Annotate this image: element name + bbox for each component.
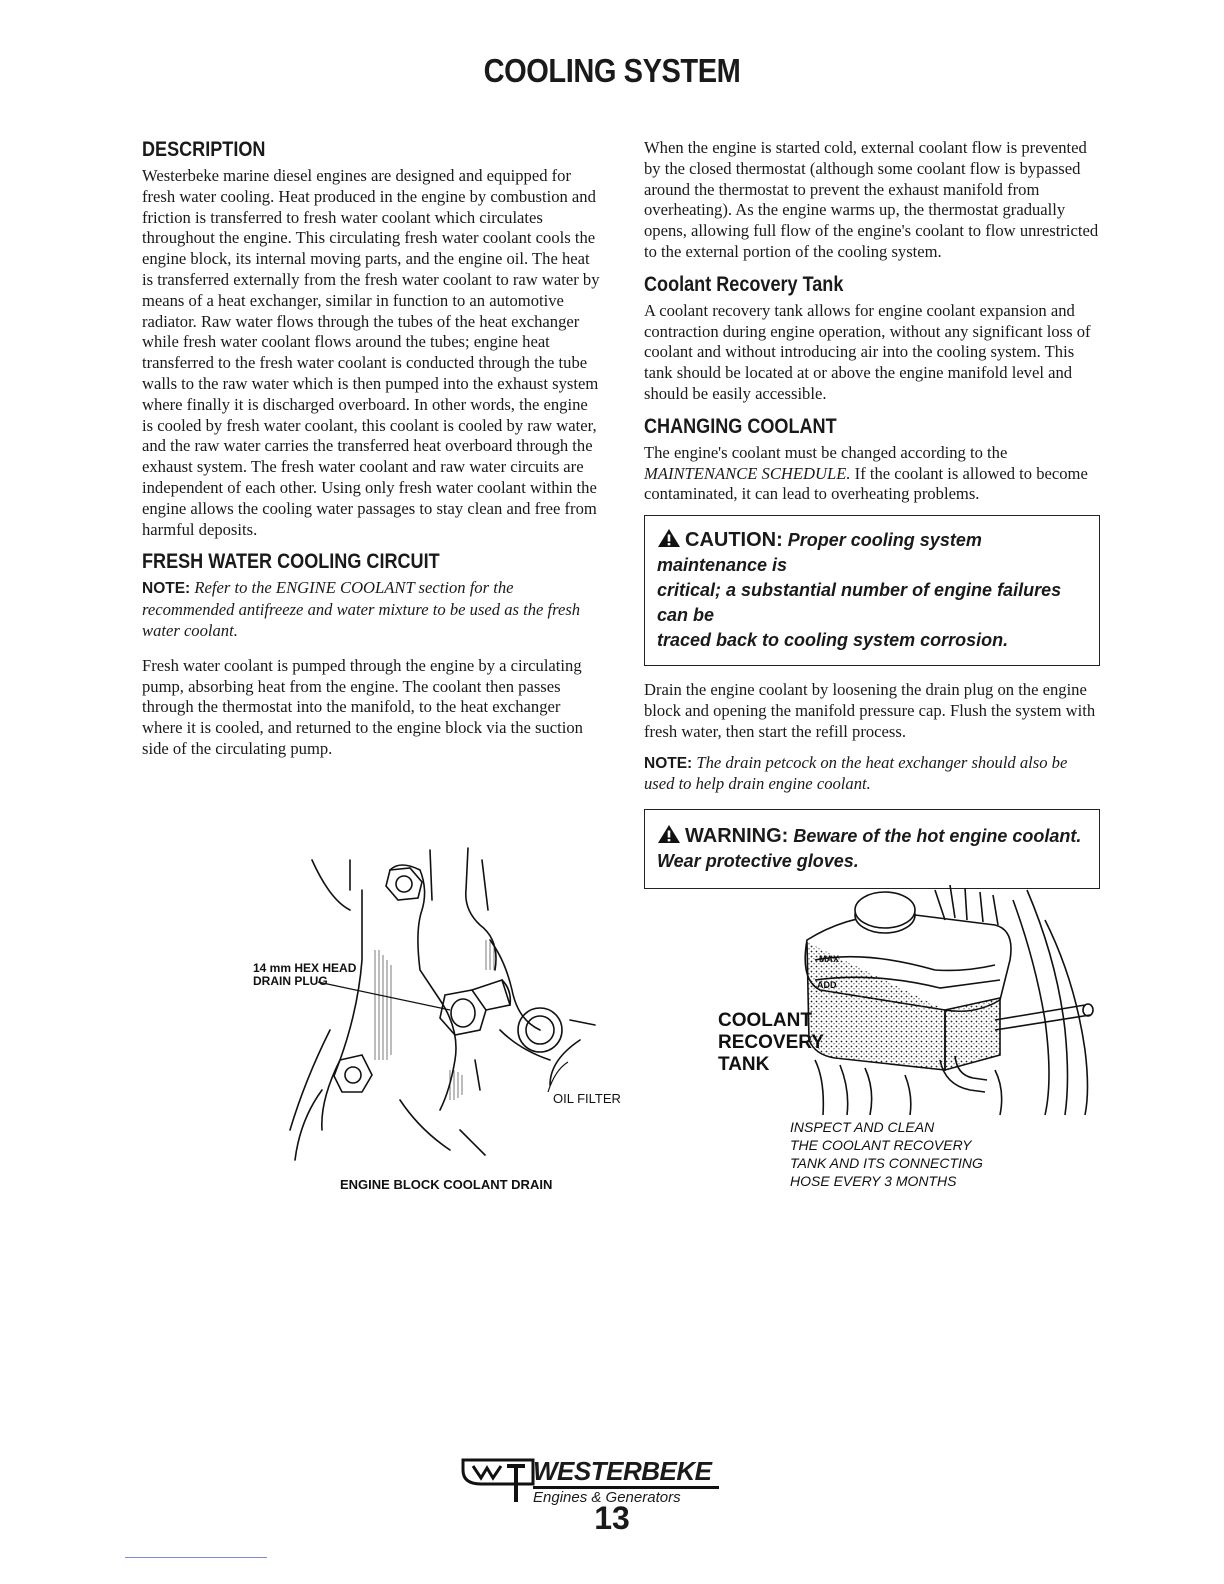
caution-line-2: critical; a substantial number of engine failures can be: [657, 580, 1062, 626]
hex-label-line-1: 14 mm HEX HEAD: [253, 961, 357, 975]
inspect-line-1: INSPECT AND CLEAN: [790, 1119, 935, 1135]
caution-label: CAUTION:: [685, 529, 783, 552]
hex-head-drain-plug-label: [253, 962, 356, 988]
warning-box: [644, 809, 1100, 889]
engine-block-drain-caption: ENGINE BLOCK COOLANT DRAIN: [340, 1177, 553, 1192]
recovery-tank-body: A coolant recovery tank allows for engine coolant expansion and contraction during engine operation, without any significant loss of coolant and without introducing air into the cooling system. This tank should be located at or above the engine manifold level and should be easily accessible.: [644, 300, 1091, 403]
brand-name: WESTERBEKE: [533, 1456, 719, 1489]
warning-text-1: Beware of the hot engine coolant.: [793, 826, 1082, 847]
description-body: Westerbeke marine diesel engines are designed and equipped for fresh water cooling. Heat produced in the engine by combustion and friction is transferred to fresh water coolant which circulates throughout the engine. This circulating fresh water coolant cools the engine block, its internal moving parts, and the engine oil. The heat is transferred externally from the fresh water coolant to raw water by means of a heat exchanger, similar in function to an automotive radiator. Raw water flows through the tubes of the heat exchanger while fresh water coolant flows around the tubes; engine heat transferred to the fresh water coolant is conducted through the tube walls to the raw water which is then pumped into the exhaust system where finally it is discharged overboard. In other words, the engine is cooled by fresh water coolant, this coolant is cooled by raw water, and the raw water carries the transferred heat overboard through the exhaust system. The fresh water coolant and raw water circuits are independent of each other. Using only fresh water coolant within the engine allows the cooling water passages to stay clean and free from harmful deposits.: [142, 166, 600, 539]
description-heading: DESCRIPTION: [142, 138, 266, 161]
changing-coolant-prefix: The engine's coolant must be changed according to the: [644, 442, 1008, 462]
changing-coolant-suffix: If the coolant is allowed to become contaminated, it can lead to overheating problems.: [644, 463, 1088, 504]
engine-block-drain-illustration: [250, 830, 640, 1170]
right-intro-body: When the engine is started cold, external coolant flow is prevented by the closed thermostat (although some coolant flow is bypassed around the thermostat to prevent the exhaust manifold from overheating). As the engine warms up, the thermostat gradually opens, allowing full flow of the engine's coolant to flow unrestricted to the external portion of the cooling system.: [644, 138, 1099, 261]
drain-note-text: The drain petcock on the heat exchanger should also be used to help drain engine coolant.: [644, 752, 1068, 794]
coolant-recovery-tank-illustration: [795, 880, 1105, 1120]
inspect-line-2: THE COOLANT RECOVERY: [790, 1137, 972, 1153]
brand-tagline: Engines & Generators: [533, 1489, 681, 1506]
inspect-caption: [790, 1118, 983, 1190]
left-column: [142, 138, 602, 770]
tank-add-text: ADD: [817, 980, 837, 990]
tank-label-line-3: TANK: [718, 1054, 770, 1075]
tank-label-line-1: COOLANT: [718, 1010, 812, 1031]
tank-max-text: MAX: [819, 954, 839, 964]
maintenance-schedule-ref: MAINTENANCE SCHEDULE.: [644, 463, 851, 483]
fresh-water-note: [142, 578, 602, 641]
caution-text-1: Proper cooling system maintenance is: [657, 530, 982, 576]
warning-label: WARNING:: [685, 825, 789, 848]
inspect-line-4: HOSE EVERY 3 MONTHS: [790, 1173, 957, 1189]
coolant-recovery-tank-label: [718, 1010, 824, 1076]
drain-body: Drain the engine coolant by loosening the drain plug on the engine block and opening the manifold pressure cap. Flush the system with fresh water, then start the refill process.: [644, 680, 1096, 741]
caution-line-3: traced back to cooling system corrosion.: [657, 630, 1009, 651]
note-text: Refer to the ENGINE COOLANT section for the recommended antifreeze and water mixture to be used as the fresh water coolant.: [142, 578, 581, 640]
westerbeke-logo: [455, 1456, 755, 1506]
caution-box: [644, 515, 1100, 666]
oil-filter-label: OIL FILTER: [553, 1091, 621, 1106]
warning-triangle-icon: [657, 824, 681, 844]
warning-line-1: [657, 824, 1087, 849]
footer-rule: [125, 1557, 267, 1558]
page-number: 13: [594, 1500, 630, 1536]
hex-label-line-2: DRAIN PLUG: [253, 974, 328, 988]
page-title: COOLING SYSTEM: [483, 52, 741, 89]
drain-note-label: NOTE:: [644, 754, 693, 772]
warning-line-2: Wear protective gloves.: [657, 851, 859, 872]
changing-coolant-heading: CHANGING COOLANT: [644, 414, 837, 438]
recovery-tank-heading: Coolant Recovery Tank: [644, 272, 844, 296]
tank-label-line-2: RECOVERY: [718, 1032, 824, 1053]
warning-triangle-icon: [657, 528, 681, 548]
westerbeke-emblem-icon: [455, 1456, 535, 1506]
changing-coolant-body: [644, 443, 1100, 505]
inspect-line-3: TANK AND ITS CONNECTING: [790, 1155, 983, 1171]
note-label: NOTE:: [142, 580, 191, 598]
right-column: [644, 138, 1100, 903]
fresh-water-body: Fresh water coolant is pumped through the engine by a circulating pump, absorbing heat from the engine. The coolant then passes through the thermostat into the manifold, to the heat exchanger where it is cooled, and returned to the engine block via the suction side of the circulating pump.: [142, 655, 583, 758]
caution-line-1: [657, 528, 1087, 578]
drain-note: [644, 753, 1100, 796]
fresh-water-circuit-heading: FRESH WATER COOLING CIRCUIT: [142, 550, 440, 574]
